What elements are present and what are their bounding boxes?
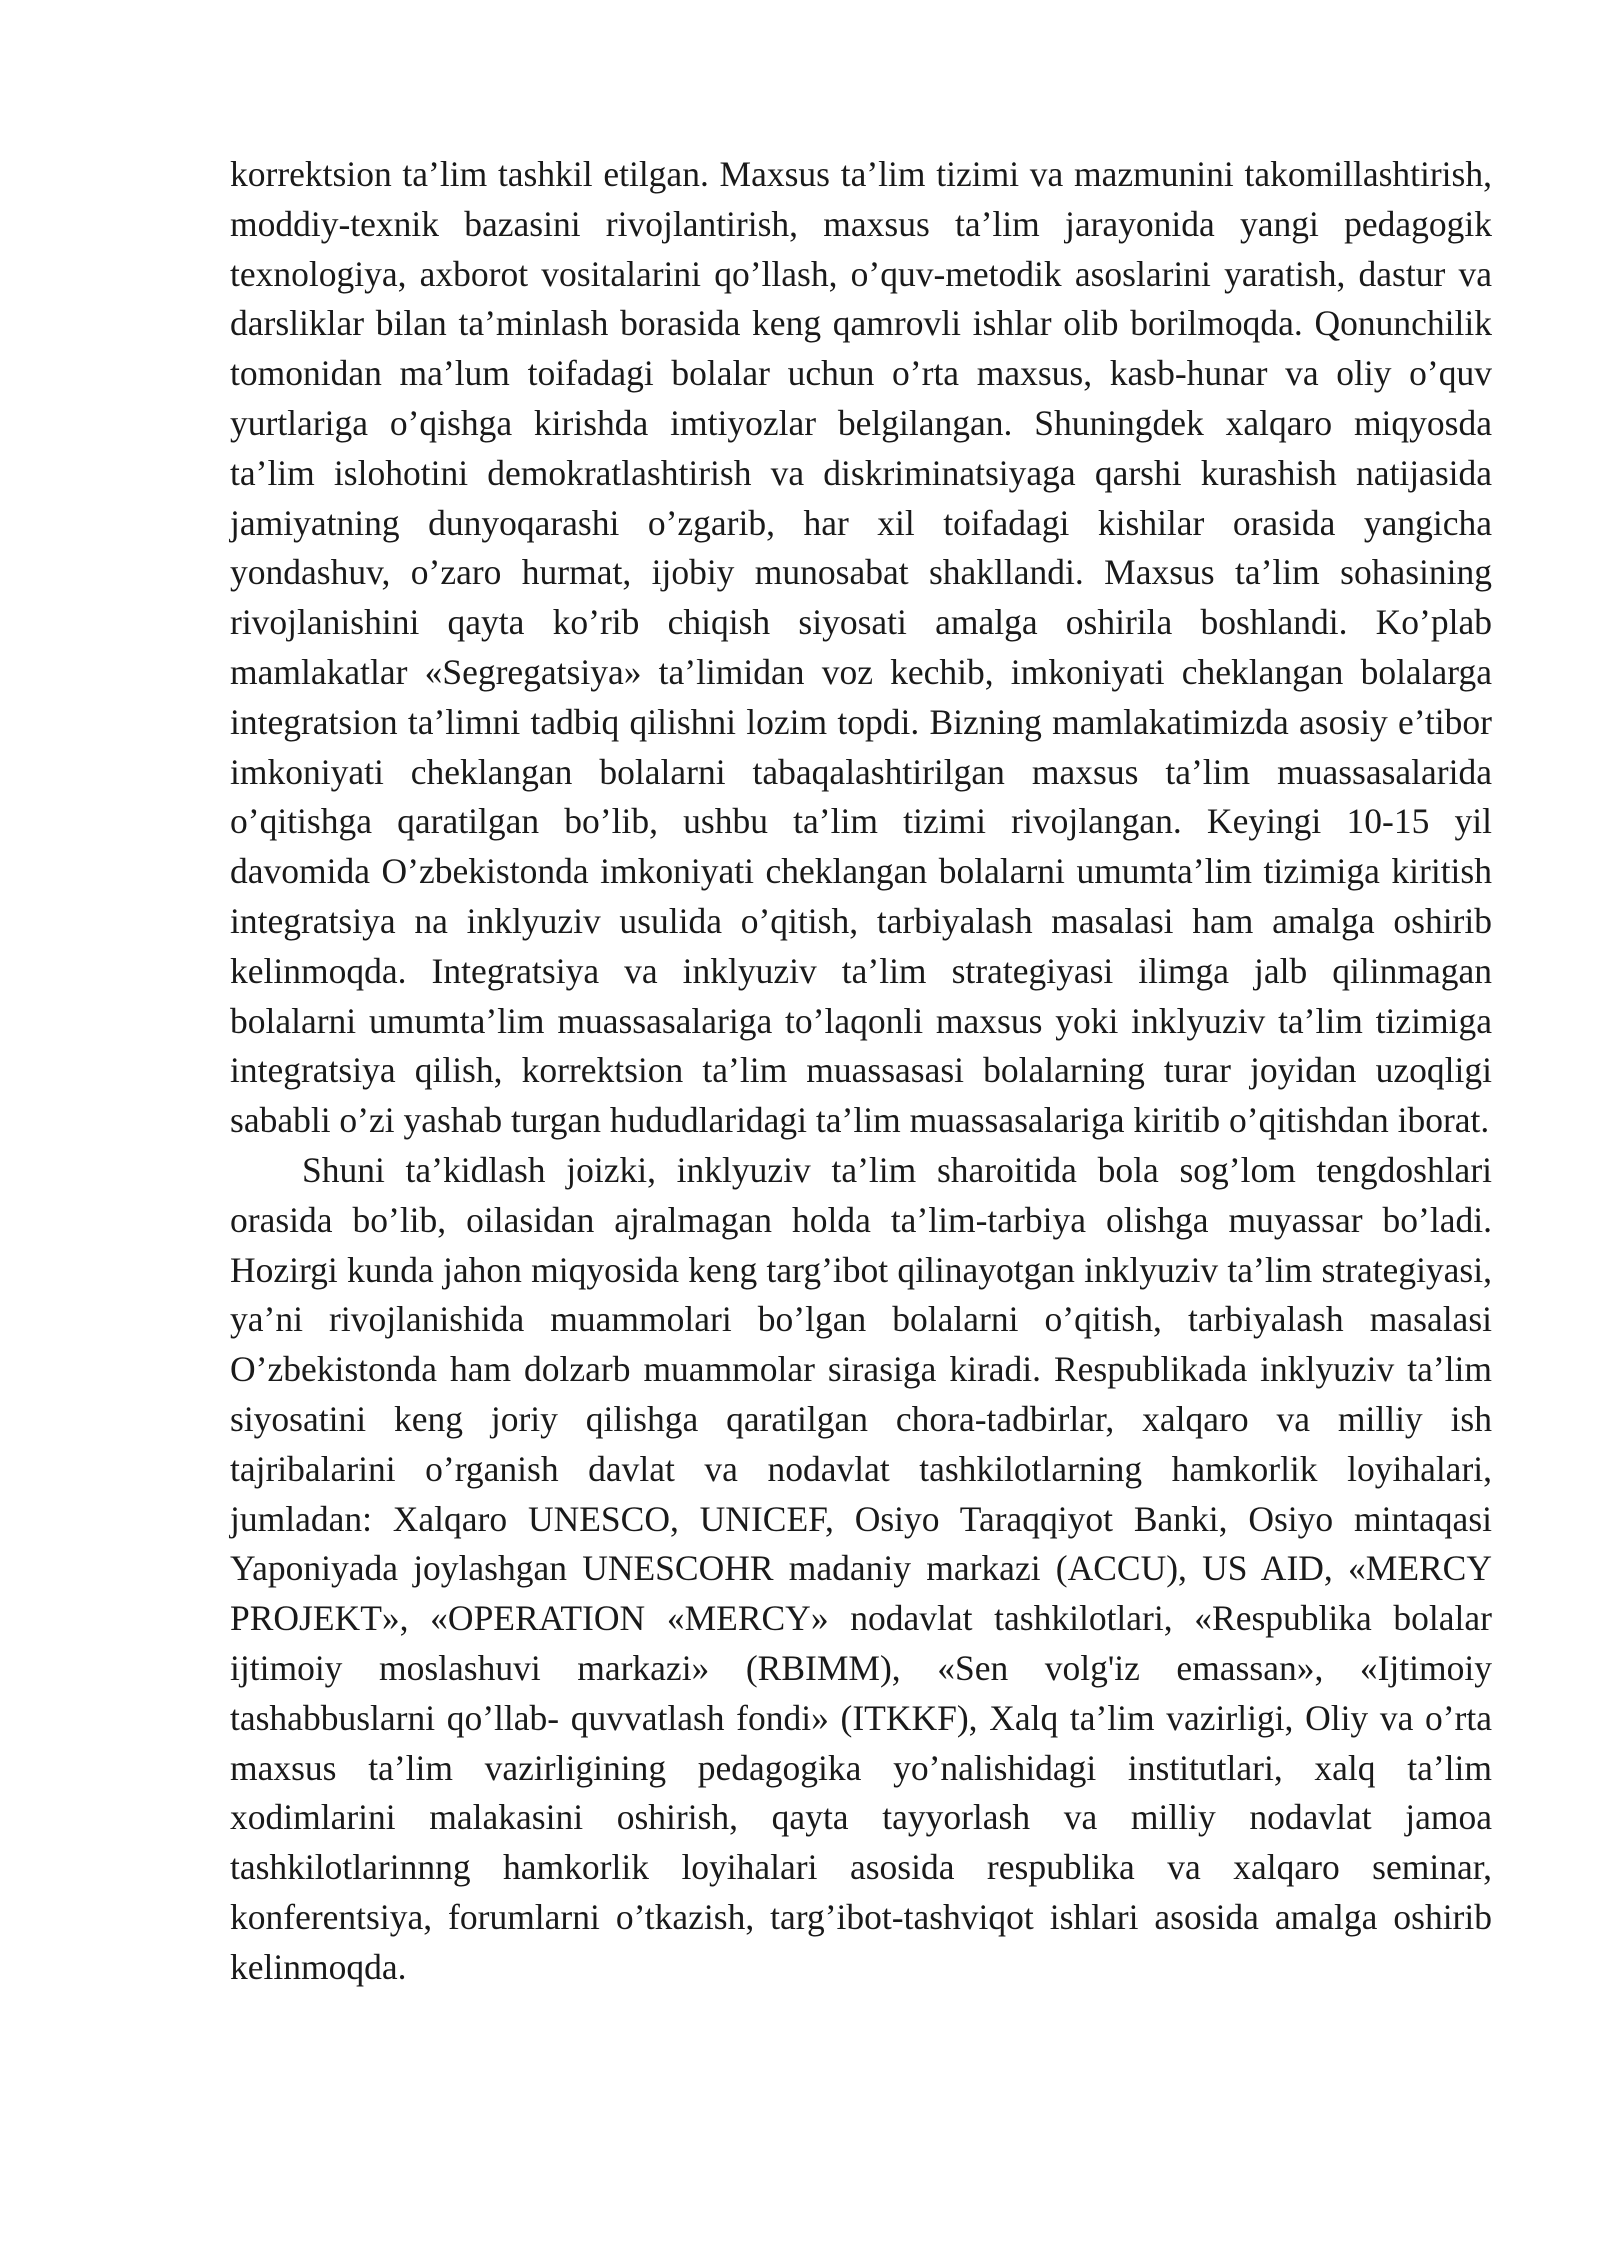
body-paragraph-2: Shuni ta’kidlash joizki, inklyuziv ta’lim sharoitida bola sog’lom tengdoshlari orasida bo’lib, oilasidan ajralmagan holda ta’lim-tarbiya olishga muyassar bo’ladi. Hozirgi kunda jahon miqyosida keng targ’ibot qilinayotgan inklyuziv ta’lim strategiyasi, ya’ni rivojlanishida muammolari bo’lgan bolalarni o’qitish, tarbiyalash masalasi O’zbekistonda ham dolzarb muammolar sirasiga kiradi. Respublikada inklyuziv ta’lim siyosatini keng joriy qilishga qaratilgan chora-tadbirlar, xalqaro va milliy ish tajribalarini o’rganish davlat va nodavlat tashkilotlarning hamkorlik loyihalari, jumladan: Xalqaro UNESCO, UNICEF, Osiyo Taraqqiyot Banki, Osiyo mintaqasi Yaponiyada joylashgan UNESCOHR madaniy markazi (ACCU), US AID, «MERCY PROJEKT», «OPERATION «MERCY» nodavlat tashkilotlari, «Respublika bolalar ijtimoiy moslashuvi markazi» (RBIMM), «Sen volg'iz emassan», «Ijtimoiy tashabbuslarni qo’llab- quvvatlash fondi» (ITKKF), Xalq ta’lim vazirligi, Oliy va o’rta maxsus ta’lim vazirligining pedagogika yo’nalishidagi institutlari, xalq ta’lim xodimlarini malakasini oshirish, qayta tayyorlash va milliy nodavlat jamoa tashkilotlarinnng hamkorlik loyihalari asosida respublika va xalqaro seminar, konferentsiya, forumlarni o’tkazish, targ’ibot-tashviqot ishlari asosida amalga oshirib kelinmoqda. (230, 1149, 1492, 1987)
document-page (230, 150, 1492, 1992)
body-paragraph-1: korrektsion ta’lim tashkil etilgan. Maxsus ta’lim tizimi va mazmunini takomillashtirish, moddiy-texnik bazasini rivojlantirish, maxsus ta’lim jarayonida yangi pedagogik texnologiya, axborot vositalarini qo’llash, o’quv-metodik asoslarini yaratish, dastur va darsliklar bilan ta’minlash borasida keng qamrovli ishlar olib borilmoqda. Qonunchilik tomonidan ma’lum toifadagi bolalar uchun o’rta maxsus, kasb-hunar va oliy o’quv yurtlariga o’qishga kirishda imtiyozlar belgilangan. Shuningdek xalqaro miqyosda ta’lim islohotini demokratlashtirish va diskriminatsiyaga qarshi kurashish natijasida jamiyatning dunyoqarashi o’zgarib, har xil toifadagi kishilar orasida yangicha yondashuv, o’zaro hurmat, ijobiy munosabat shakllandi. Maxsus ta’lim sohasining rivojlanishini qayta ko’rib chiqish siyosati amalga oshirila boshlandi. Ko’plab mamlakatlar «Segregatsiya» ta’limidan voz kechib, imkoniyati cheklangan bolalarga integratsion ta’limni tadbiq qilishni lozim topdi. Bizning mamlakatimizda asosiy e’tibor imkoniyati cheklangan bolalarni tabaqalashtirilgan maxsus ta’lim muassasalarida o’qitishga qaratilgan bo’lib, ushbu ta’lim tizimi rivojlangan. Keyingi 10-15 yil davomida O’zbekistonda imkoniyati cheklangan bolalarni umumta’lim tizimiga kiritish integratsiya na inklyuziv usulida o’qitish, tarbiyalash masalasi ham amalga oshirib kelinmoqda. Integratsiya va inklyuziv ta’lim strategiyasi ilimga jalb qilinmagan bolalarni umumta’lim muassasalariga to’laqonli maxsus yoki inklyuziv ta’lim tizimiga integratsiya qilish, korrektsion ta’lim muassasasi bolalarning turar joyidan uzoqligi sababli o’zi yashab turgan hududlaridagi ta’lim muassasalariga kiritib o’qitishdan iborat. (230, 154, 1492, 1141)
